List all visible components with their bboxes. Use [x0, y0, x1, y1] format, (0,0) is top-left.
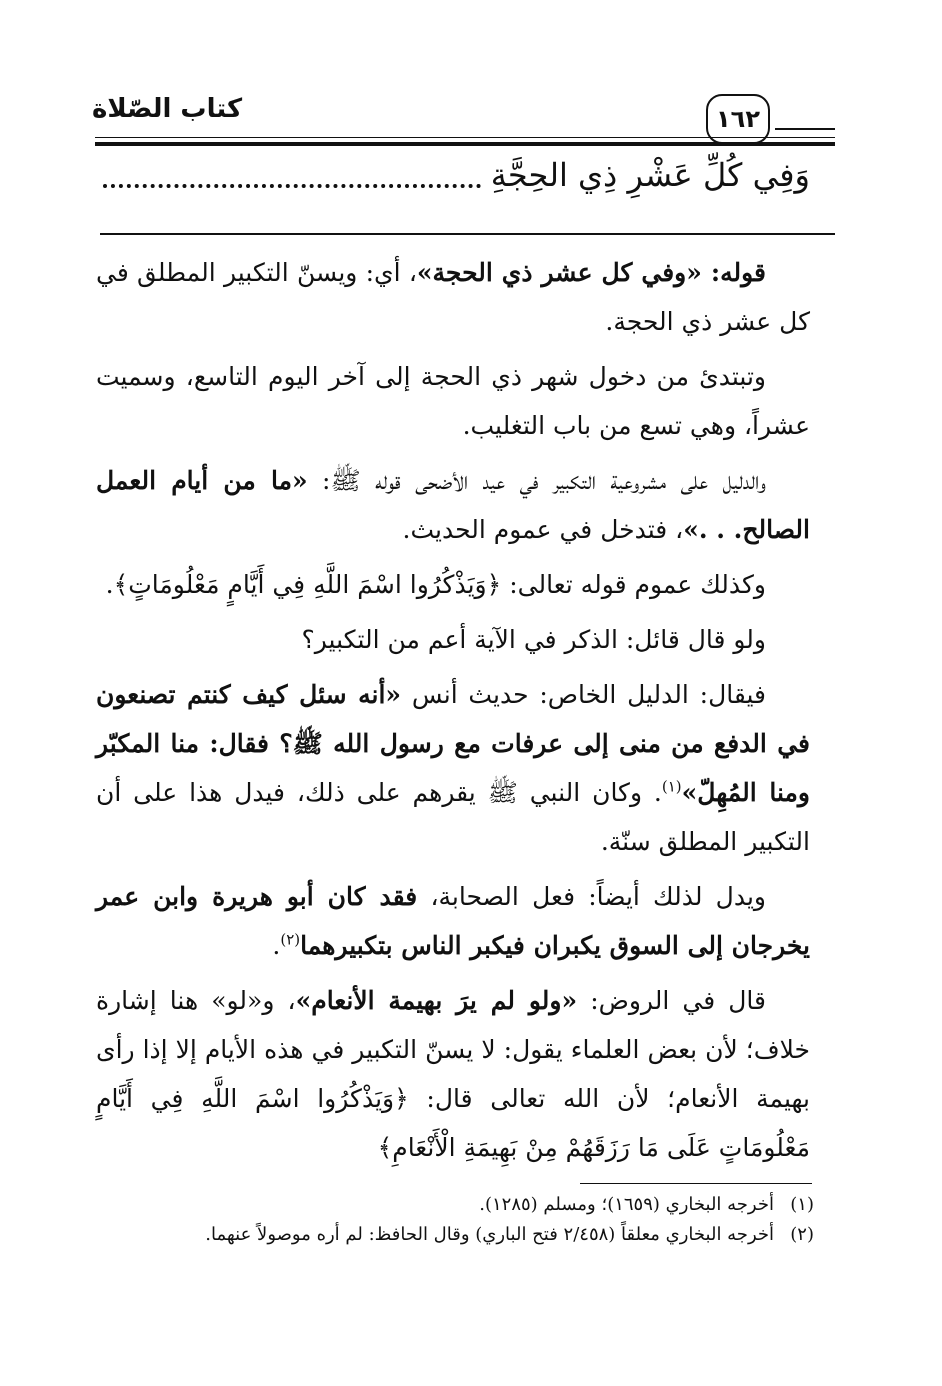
- header-ornament-rule: [775, 128, 835, 130]
- text-segment: ولو قال قائل: الذكر في الآية أعم من التكبير؟: [301, 625, 766, 654]
- footnote-number: (١): [790, 1194, 814, 1215]
- footnote: [96, 1220, 814, 1250]
- matn-text: وَفِي كُلِّ عَشْرِ ذِي الحِجَّةِ: [490, 156, 810, 194]
- bold-quote: «أنه سئل كيف كنتم تصنعون في الدفع من منى إلى عرفات مع رسول الله ﷺ؟ فقال: منا المكبّر ومنا المُهِلّ»: [96, 680, 810, 807]
- bold-quote: «ولو لم يرَ بهيمة الأنعام»: [295, 986, 578, 1015]
- text-segment: والدليل على مشروعية التكبير في عيد الأضحى قوله ﷺ:: [307, 466, 766, 495]
- footnote-separator-rule: [580, 1183, 812, 1184]
- text-segment: وكذلك عموم قوله تعالى: ﴿وَيَذْكُرُوا اسْمَ اللَّهِ فِي أَيَّامٍ مَعْلُومَاتٍ﴾.: [105, 570, 766, 599]
- footnote-text: أخرجه البخاري (١٦٥٩)؛ ومسلم (١٢٨٥).: [479, 1194, 774, 1215]
- paragraph: [96, 352, 810, 450]
- paragraph: [96, 248, 810, 346]
- bold-quote: قوله: «وفي كل عشر ذي الحجة»: [416, 258, 766, 287]
- matn-separator-rule: [100, 233, 835, 235]
- header-rule-thin: [95, 137, 835, 138]
- text-segment: . وكان النبي ﷺ يقرهم على ذلك، فيدل هذا على أن التكبير المطلق سنّة.: [96, 778, 810, 856]
- page-number: ١٦٢: [706, 94, 770, 144]
- text-segment: ، أي: ويسنّ التكبير المطلق في كل عشر ذي الحجة.: [96, 258, 810, 336]
- paragraph: [96, 670, 810, 866]
- matn-dotted-leader: [103, 178, 481, 188]
- text-segment: قال في الروض:: [577, 986, 766, 1015]
- footnote: [96, 1190, 814, 1220]
- paragraph: [96, 615, 810, 664]
- text-segment: فيقال: الدليل الخاص: حديث أنس: [401, 680, 767, 709]
- footnote-ref: (٢): [280, 930, 301, 949]
- text-segment: وتبتدئ من دخول شهر ذي الحجة إلى آخر اليوم التاسع، وسميت عشراً، وهي تسع من باب التغليب.: [96, 362, 810, 440]
- text-segment: ، فتدخل في عموم الحديث.: [402, 515, 684, 544]
- footnote-number: (٢): [790, 1224, 814, 1245]
- paragraph: [96, 872, 810, 970]
- paragraph: [96, 560, 810, 609]
- commentary-body: [96, 248, 810, 1178]
- paragraph: [96, 976, 810, 1172]
- footnotes: [96, 1190, 814, 1250]
- running-header-title: كتاب الصّلاة: [92, 94, 243, 124]
- text-segment: ويدل لذلك أيضاً: فعل الصحابة،: [417, 882, 766, 911]
- bold-quote: فقد كان أبو هريرة وابن عمر يخرجان إلى السوق يكبران فيكبر الناس بتكبيرهما: [96, 882, 810, 960]
- text-segment: .: [272, 931, 281, 960]
- footnote-ref: (١): [661, 777, 682, 796]
- footnote-text: أخرجه البخاري معلقاً (٢/٤٥٨ فتح الباري) وقال الحافظ: لم أره موصولاً عنهما.: [205, 1224, 774, 1245]
- header-rule-thick: [95, 142, 835, 146]
- paragraph: [96, 456, 810, 554]
- text-segment: ، و«لو» هنا إشارة خلاف؛ لأن بعض العلماء يقول: لا يسنّ التكبير في هذه الأيام إلا إذا رأى بهيمة الأنعام؛ لأن الله تعالى قال: ﴿وَيَذْكُرُوا اسْمَ اللَّهِ فِي أَيَّامٍ مَعْلُومَاتٍ عَلَى مَا رَزَقَهُمْ مِنْ بَهِيمَةِ الْأَنْعَامِ﴾: [96, 986, 810, 1162]
- bold-quote: «ما من أيام العمل الصالح. . .»: [96, 466, 810, 544]
